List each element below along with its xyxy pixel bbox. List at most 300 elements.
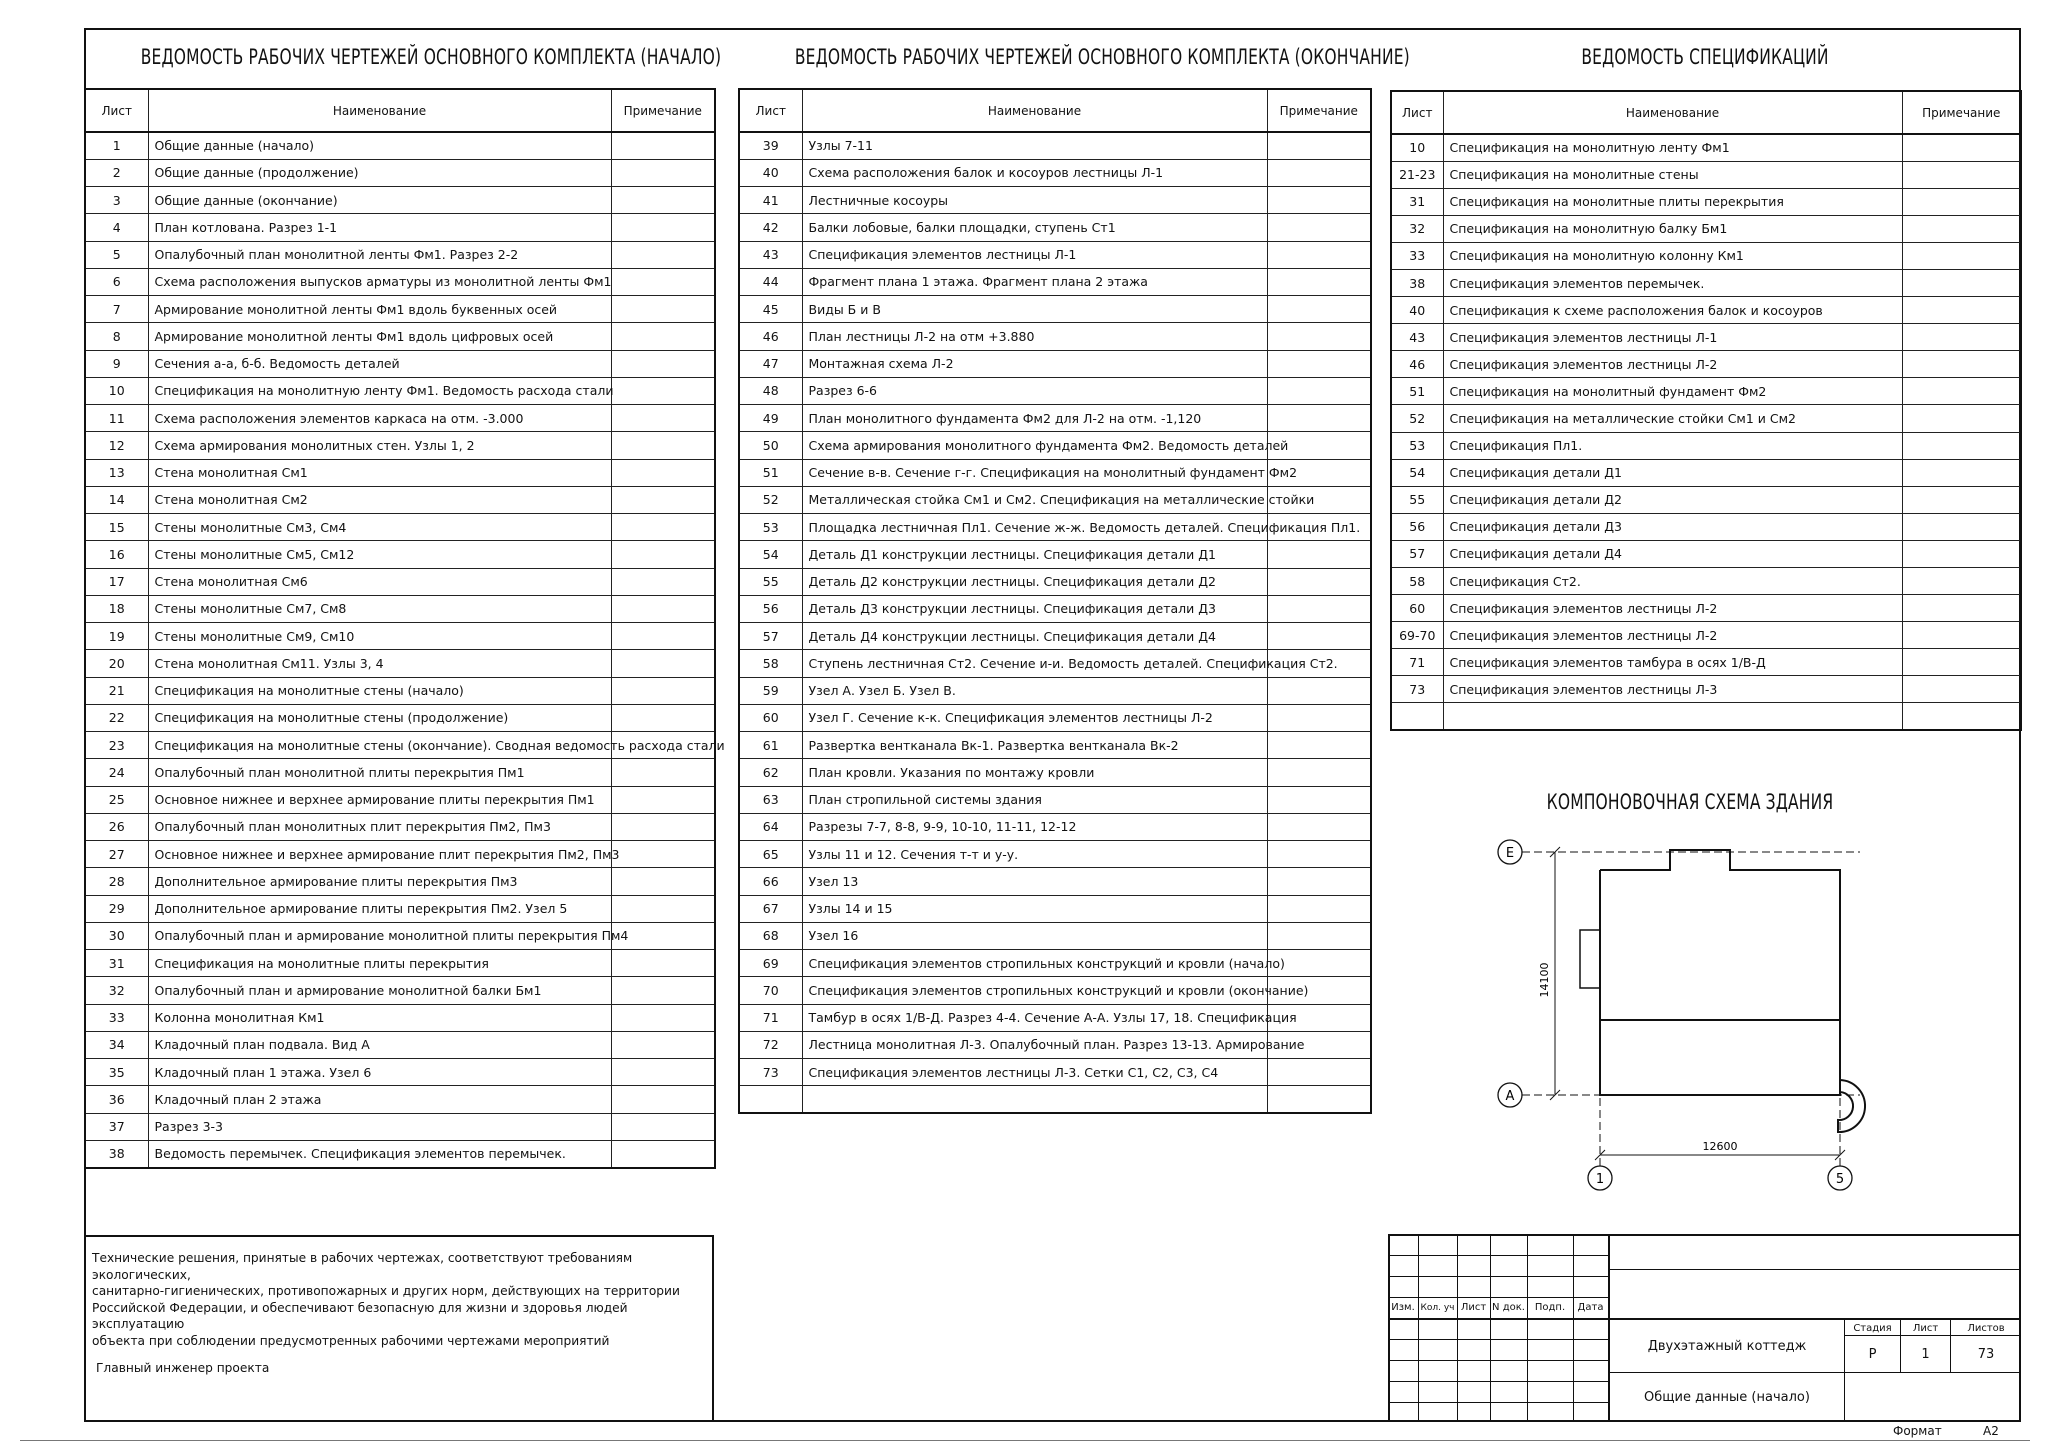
sheet-number: 11 [85,405,148,432]
sheet-title: Узлы 14 и 15 [802,895,1267,922]
sheet-note [1902,405,2021,432]
table-row [1391,324,2021,351]
sheet-title: Стены монолитные См3, См4 [148,514,611,541]
table-row [739,759,1371,786]
sheet-title: Основное нижнее и верхнее армирование плит перекрытия Пм2, Пм3 [148,841,611,868]
sheet-number: 65 [739,841,802,868]
table-row [739,1004,1371,1031]
sheet-note [1267,895,1371,922]
table-row [739,595,1371,622]
sheet-note [1267,841,1371,868]
table-row [739,922,1371,949]
drawings-table-start [84,88,725,1169]
sheet-number: 23 [85,732,148,759]
sheet-number: 40 [739,159,802,186]
sheet-number: 7 [85,296,148,323]
sheet-note [1267,623,1371,650]
table-row [85,1113,715,1140]
sheet-title: Опалубочный план монолитной плиты перекрытия Пм1 [148,759,611,786]
table-row [85,841,715,868]
table-row [739,432,1371,459]
sheet-number: 29 [85,895,148,922]
sheet-title: Спецификация детали Д2 [1443,486,1902,513]
sheet-note [1902,351,2021,378]
table-row [739,132,1371,159]
sheet-number: 22 [85,704,148,731]
sheet-note [611,541,715,568]
sheet-title: Стены монолитные См9, См10 [148,623,611,650]
header-note: Примечание [1902,91,2021,134]
sheet-note [1902,188,2021,215]
sheet-number: 46 [739,323,802,350]
table-row [85,214,715,241]
table-row [739,514,1371,541]
sheet-title: Спецификация элементов лестницы Л-1 [802,241,1267,268]
sheet-title: Кладочный план подвала. Вид А [148,1031,611,1058]
sheet-number: 43 [739,241,802,268]
table-mid-title: ВЕДОМОСТЬ РАБОЧИХ ЧЕРТЕЖЕЙ ОСНОВНОГО КОМПЛЕКТА (ОКОНЧАНИЕ) [794,45,1410,69]
technical-note [92,1250,702,1349]
sheet-note [611,786,715,813]
sheet-title: Схема армирования монолитного фундамента Фм2. Ведомость деталей [802,432,1267,459]
building-outline [1600,850,1840,1095]
table-row [85,405,715,432]
table-row [739,568,1371,595]
table-row [739,296,1371,323]
sheet-note [1902,595,2021,622]
sheet-number: 2 [85,159,148,186]
sheet-title: Дополнительное армирование плиты перекрытия Пм3 [148,868,611,895]
sheet-number: 59 [739,677,802,704]
sheet-note [1902,297,2021,324]
sheet-number: 52 [739,486,802,513]
sheet-number: 5 [85,241,148,268]
sheet-note [611,486,715,513]
table-row [739,732,1371,759]
table-row [1391,269,2021,296]
table-row [739,950,1371,977]
sheet-note [611,405,715,432]
sheet-note [1902,161,2021,188]
sheet-title: Общие данные (продолжение) [148,159,611,186]
sheet-note [1267,1059,1371,1086]
sheet-number: 66 [739,868,802,895]
chief-engineer: Главный инженер проекта [96,1361,270,1375]
sheet-title: Колонна монолитная Км1 [148,1004,611,1031]
sheet-number: 58 [1391,568,1443,595]
table-row [739,323,1371,350]
sheet-number: 70 [739,977,802,1004]
sheet-number: 46 [1391,351,1443,378]
sheet-number: 31 [85,950,148,977]
header-name: Наименование [802,89,1267,132]
porch-shape [1838,1080,1865,1132]
table-row [85,895,715,922]
sheet-number: 51 [1391,378,1443,405]
sheet-note [1267,759,1371,786]
sheet-number: 6 [85,268,148,295]
sheet-note [1902,568,2021,595]
sheet-note [1267,595,1371,622]
sheet-title: Балки лобовые, балки площадки, ступень Ст1 [802,214,1267,241]
project-name: Двухэтажный коттедж [1647,1338,1807,1354]
header-note: Примечание [1267,89,1371,132]
frame-top [84,28,2021,30]
sheet-title: Узел 13 [802,868,1267,895]
sheet-title: План монолитного фундамента Фм2 для Л-2 на отм. -1,120 [802,405,1267,432]
sheet-number: 39 [739,132,802,159]
sheet-number: 15 [85,514,148,541]
sheet-title: План стропильной системы здания [802,786,1267,813]
sheet-title: Стена монолитная См6 [148,568,611,595]
table-row [1391,188,2021,215]
sheet-note [611,1113,715,1140]
sheet-title: Разрез 6-6 [802,377,1267,404]
sheet-number: 60 [1391,595,1443,622]
sheet-number: 32 [1391,215,1443,242]
sheet-title: Спецификация к схеме расположения балок и косоуров [1443,297,1902,324]
sheet-number: 10 [85,377,148,404]
col-podp: Подп. [1534,1302,1566,1313]
sheet-title: Площадка лестничная Пл1. Сечение ж-ж. Ведомость деталей. Спецификация Пл1. [802,514,1267,541]
sheet-note [1267,677,1371,704]
sheet-number: 61 [739,732,802,759]
sheet-number: 3 [85,187,148,214]
dim-width: 12600 [1702,1140,1738,1153]
table-row [739,704,1371,731]
sheet-title: Спецификация элементов лестницы Л-1 [1443,324,1902,351]
note-box-top [84,1235,714,1237]
sheet-note [1267,405,1371,432]
table-row [739,350,1371,377]
sheet-note [1267,159,1371,186]
sheet-note [611,704,715,731]
sheet-number: 63 [739,786,802,813]
sheet-note [611,623,715,650]
table-row [85,187,715,214]
format-label: Формат [1893,1424,1942,1438]
sheet-number: 21-23 [1391,161,1443,188]
sheet-title: Спецификация элементов стропильных конструкций и кровли (начало) [802,950,1267,977]
sheet-number: 16 [85,541,148,568]
table-row [739,541,1371,568]
sheet-number: 57 [739,623,802,650]
table-row [739,977,1371,1004]
sheet-note [1267,813,1371,840]
sheet-number: 20 [85,650,148,677]
sheet-title: Спецификация на металлические стойки См1 и См2 [1443,405,1902,432]
sheet-note [1902,269,2021,296]
sheet-number: 9 [85,350,148,377]
sheet-title: Спецификация элементов лестницы Л-3. Сетки С1, С2, С3, С4 [802,1059,1267,1086]
sheet-note [611,1086,715,1113]
table-row [1391,676,2021,703]
sheet-number: 60 [739,704,802,731]
sheet-number: 56 [1391,513,1443,540]
sheet-title: Спецификация на монолитные стены (окончание). Сводная ведомость расхода стали [148,732,611,759]
sheet-title: Виды Б и В [802,296,1267,323]
table-row [1391,459,2021,486]
sheet-number: 33 [1391,242,1443,269]
sheet-title: План котлована. Разрез 1-1 [148,214,611,241]
sheet-title: Разрезы 7-7, 8-8, 9-9, 10-10, 11-11, 12-12 [802,813,1267,840]
table-row [85,350,715,377]
sheet-number: 43 [1391,324,1443,351]
sheet-note [1267,323,1371,350]
sheet-note [1902,215,2021,242]
table-row [739,677,1371,704]
sheet-label: Лист [1912,1322,1939,1334]
sheet-title: Общие данные (начало) [148,132,611,159]
building-layout-scheme [1480,830,1900,1200]
sheet-title: Спецификация элементов лестницы Л-2 [1443,351,1902,378]
table-row [85,1059,715,1086]
sheet-number: 64 [739,813,802,840]
sheet-number: 38 [85,1140,148,1167]
sheet-number: 21 [85,677,148,704]
table-row [85,486,715,513]
sheet-title: Узлы 11 и 12. Сечения т-т и у-у. [802,841,1267,868]
specifications-table [1390,90,2022,731]
sheet-note [611,950,715,977]
sheet-title: Узел А. Узел Б. Узел В. [802,677,1267,704]
sheet-number: 55 [739,568,802,595]
sheet-title: Схема армирования монолитных стен. Узлы 1, 2 [148,432,611,459]
sheet-title: Спецификация Пл1. [1443,432,1902,459]
sheet-number: 31 [1391,188,1443,215]
sheet-number: 41 [739,187,802,214]
table-row [85,432,715,459]
sheet-number: 35 [85,1059,148,1086]
table-row [85,922,715,949]
sheet-number: 73 [739,1059,802,1086]
sheet-number: 37 [85,1113,148,1140]
col-izm: Изм. [1391,1302,1415,1313]
sheet-note [1902,676,2021,703]
sheet-title: Спецификация элементов лестницы Л-3 [1443,676,1902,703]
sheet-number: 4 [85,214,148,241]
sheet-title: Спецификация Ст2. [1443,568,1902,595]
sheet-number: 18 [85,595,148,622]
sheet-number: 54 [739,541,802,568]
sheet-note [611,813,715,840]
sheet-title: Спецификация детали Д1 [1443,459,1902,486]
sheet-number: 32 [85,977,148,1004]
sheet-note [1267,704,1371,731]
sheet-title: Спецификация детали Д4 [1443,540,1902,567]
table-row [739,159,1371,186]
sheet-title: Узел Г. Сечение к-к. Спецификация элементов лестницы Л-2 [802,704,1267,731]
sheet-title: Деталь Д2 конструкции лестницы. Спецификация детали Д2 [802,568,1267,595]
sheet-note [611,868,715,895]
table-row [739,813,1371,840]
sheet-note [1267,350,1371,377]
sheet-title: Спецификация на монолитную ленту Фм1 [1443,134,1902,161]
sheet-note [1902,540,2021,567]
sheet-name: Общие данные (начало) [1644,1390,1810,1405]
sheet-note [1267,214,1371,241]
sheet-number: 52 [1391,405,1443,432]
sheet-note [1902,378,2021,405]
sheet-title: План кровли. Указания по монтажу кровли [802,759,1267,786]
table-row [1391,622,2021,649]
col-kol: Кол. уч [1420,1302,1455,1313]
sheet-number: 55 [1391,486,1443,513]
sheet-title: Спецификация на монолитный фундамент Фм2 [1443,378,1902,405]
sheet-note [611,895,715,922]
sheet-title: Стена монолитная См2 [148,486,611,513]
table-row [1391,703,2021,730]
sheet-number: 53 [1391,432,1443,459]
sheet-number: 19 [85,623,148,650]
sheet-note [611,350,715,377]
table-row [739,1031,1371,1058]
col-data: Дата [1577,1302,1604,1313]
table-row [85,132,715,159]
sheet-note [1902,324,2021,351]
table-row [1391,134,2021,161]
sheet-note [1267,132,1371,159]
table-row [739,268,1371,295]
sheet-number: 57 [1391,540,1443,567]
drawings-table-end [738,88,1372,1114]
table-row [85,732,715,759]
technical-note-line: санитарно-гигиенических, противопожарных и других норм, действующих на территории [92,1284,680,1298]
sheet-note [1267,1086,1371,1113]
sheet-title: Армирование монолитной ленты Фм1 вдоль цифровых осей [148,323,611,350]
sheet-note [1902,622,2021,649]
sheet-title: Кладочный план 2 этажа [148,1086,611,1113]
table-row [1391,378,2021,405]
table-row [85,568,715,595]
sheet-number: 42 [739,214,802,241]
sheet-title: Спецификация на монолитные плиты перекрытия [1443,188,1902,215]
sheet-title: Стена монолитная См1 [148,459,611,486]
sheet-note [611,977,715,1004]
sheet-title: Спецификация на монолитную колонну Км1 [1443,242,1902,269]
axis-1-label: 1 [1595,1172,1605,1187]
sheet-title: Схема расположения элементов каркаса на отм. -3.000 [148,405,611,432]
sheet-number: 71 [1391,649,1443,676]
sheet-number: 56 [739,595,802,622]
table-row [85,459,715,486]
sheet-note [1267,187,1371,214]
table-row [85,323,715,350]
sheet-title: Спецификация на монолитную ленту Фм1. Ведомость расхода стали [148,377,611,404]
table-row [85,1004,715,1031]
sheet-title: Опалубочный план и армирование монолитной плиты перекрытия Пм4 [148,922,611,949]
table-row [1391,161,2021,188]
sheet-title: Лестница монолитная Л-3. Опалубочный план. Разрез 13-13. Армирование [802,1031,1267,1058]
sheet-number: 10 [1391,134,1443,161]
sheet-number: 62 [739,759,802,786]
table-row [85,704,715,731]
sheet-number: 1 [85,132,148,159]
sheet-note [611,459,715,486]
sheet-title: Разрез 3-3 [148,1113,611,1140]
technical-note-line: Технические решения, принятые в рабочих чертежах, соответствуют требованиям экологических, [92,1251,633,1282]
sheet-number: 71 [739,1004,802,1031]
table-row [1391,595,2021,622]
sheet-title: Опалубочный план и армирование монолитной балки Бм1 [148,977,611,1004]
sheets-label: Листов [1967,1322,2005,1334]
sheet-number: 45 [739,296,802,323]
sheet-number: 47 [739,350,802,377]
sheet-note [611,1004,715,1031]
table-row [739,841,1371,868]
sheet-note [611,187,715,214]
sheet-number: 38 [1391,269,1443,296]
dim-height: 14100 [1538,962,1551,998]
sheet-note [1267,241,1371,268]
sheet-title: Металлическая стойка См1 и См2. Спецификация на металлические стойки [802,486,1267,513]
axis-e-label: Е [1505,846,1515,861]
sheet-note [611,1059,715,1086]
sheet-note [1902,432,2021,459]
table-row [85,759,715,786]
sheet-note [611,568,715,595]
table-row [85,541,715,568]
table-row [739,486,1371,513]
table-row [739,214,1371,241]
table-row [1391,540,2021,567]
sheet-title: Стена монолитная См11. Узлы 3, 4 [148,650,611,677]
table-row [1391,351,2021,378]
sheet-note [1902,242,2021,269]
sheet-title: Спецификация на монолитные стены (начало) [148,677,611,704]
format-value: А2 [1983,1424,1999,1438]
table-row [85,950,715,977]
table-row [739,868,1371,895]
axis-5-label: 5 [1835,1172,1845,1187]
sheet-number: 36 [85,1086,148,1113]
sheet-note [1267,922,1371,949]
sheet-title: Общие данные (окончание) [148,187,611,214]
sheet-note [611,595,715,622]
table-row [85,677,715,704]
col-ndok: N док. [1492,1302,1525,1313]
table-row [85,786,715,813]
header-sheet: Лист [85,89,148,132]
sheet-title: Спецификация элементов лестницы Л-2 [1443,595,1902,622]
sheet-title: Сечение в-в. Сечение г-г. Спецификация на монолитный фундамент Фм2 [802,459,1267,486]
table-row [85,595,715,622]
table-row [1391,513,2021,540]
sheet-title: Спецификация детали Д3 [1443,513,1902,540]
table-row [85,268,715,295]
table-row [85,868,715,895]
table-row [85,977,715,1004]
sheet-note [1902,703,2021,730]
header-name: Наименование [148,89,611,132]
sheet-number: 68 [739,922,802,949]
table-row [85,296,715,323]
table-row [85,377,715,404]
sheet-title: Стены монолитные См5, См12 [148,541,611,568]
sheet-note [1267,377,1371,404]
sheet-value: 1 [1921,1346,1930,1362]
sheet-number: 26 [85,813,148,840]
sheet-title: Спецификация элементов стропильных конструкций и кровли (окончание) [802,977,1267,1004]
table-row [1391,405,2021,432]
sheet-note [611,1140,715,1167]
sheet-number: 28 [85,868,148,895]
sheet-note [611,1031,715,1058]
header-name: Наименование [1443,91,1902,134]
sheet-note [611,514,715,541]
sheet-title: Спецификация на монолитные стены [1443,161,1902,188]
sheet-title: Тамбур в осях 1/В-Д. Разрез 4-4. Сечение А-А. Узлы 17, 18. Спецификация [802,1004,1267,1031]
